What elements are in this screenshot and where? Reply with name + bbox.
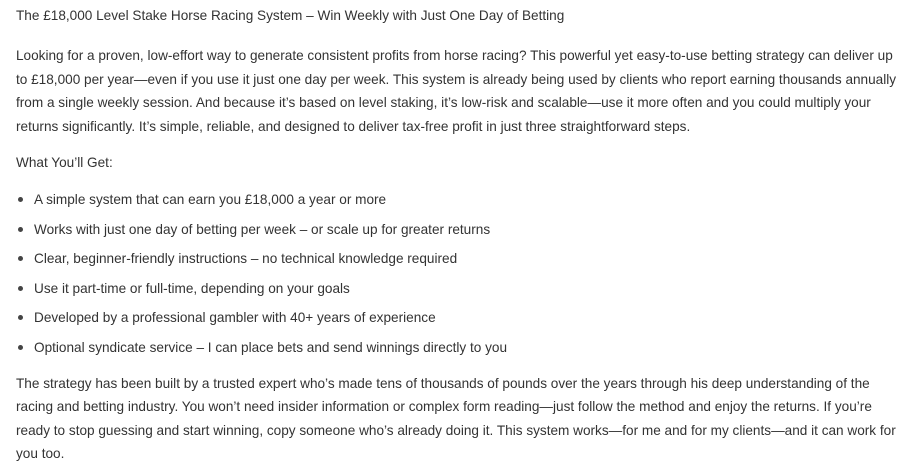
feature-item xyxy=(16,338,901,368)
outro-paragraph: The strategy has been built by a trusted expert who’s made tens of thousands of pounds over the years through his deep understanding of the racing and betting industry. You won’t need insider information or complex form reading—just follow the method and enjoy the returns. If you’re ready to stop guessing and start winning, copy someone who’s already doing it. This system works—for me and for my clients—and it can work for you too. xyxy=(16,375,896,462)
feature-text: Works with just one day of betting per week – or scale up for greater returns xyxy=(34,221,491,237)
product-title: The £18,000 Level Stake Horse Racing System – Win Weekly with Just One Day of Betting xyxy=(16,8,565,23)
feature-item xyxy=(16,220,901,250)
features-heading: What You’ll Get: xyxy=(16,155,113,170)
bullet-icon xyxy=(18,286,23,291)
bullet-icon xyxy=(18,227,23,232)
bullet-icon xyxy=(18,345,23,350)
feature-item xyxy=(16,308,901,338)
bullet-icon xyxy=(18,256,23,261)
feature-text: Developed by a professional gambler with 40+ years of experience xyxy=(34,310,436,326)
intro-paragraph: Looking for a proven, low-effort way to generate consistent profits from horse racing? This powerful yet easy-to-use betting strategy can deliver up to £18,000 per year—even if you use it just one day per week. This system is already being used by clients who report earning thousands annually from a single weekly session. And because it’s based on level staking, it’s low-risk and scalable—use it more often and you could multiply your returns significantly. It’s simple, reliable, and designed to deliver tax-free profit in just three straightforward steps. xyxy=(16,48,897,134)
feature-text: Clear, beginner-friendly instructions – no technical knowledge required xyxy=(34,251,458,267)
feature-item xyxy=(16,190,901,220)
feature-text: Use it part-time or full-time, depending on your goals xyxy=(34,280,350,296)
bullet-icon xyxy=(18,315,23,320)
features-list xyxy=(16,190,901,368)
feature-text: Optional syndicate service – I can place bets and send winnings directly to you xyxy=(34,339,508,355)
feature-text: A simple system that can earn you £18,000 a year or more xyxy=(34,192,387,207)
feature-item xyxy=(16,279,901,309)
bullet-icon xyxy=(18,197,23,202)
feature-item xyxy=(16,249,901,279)
